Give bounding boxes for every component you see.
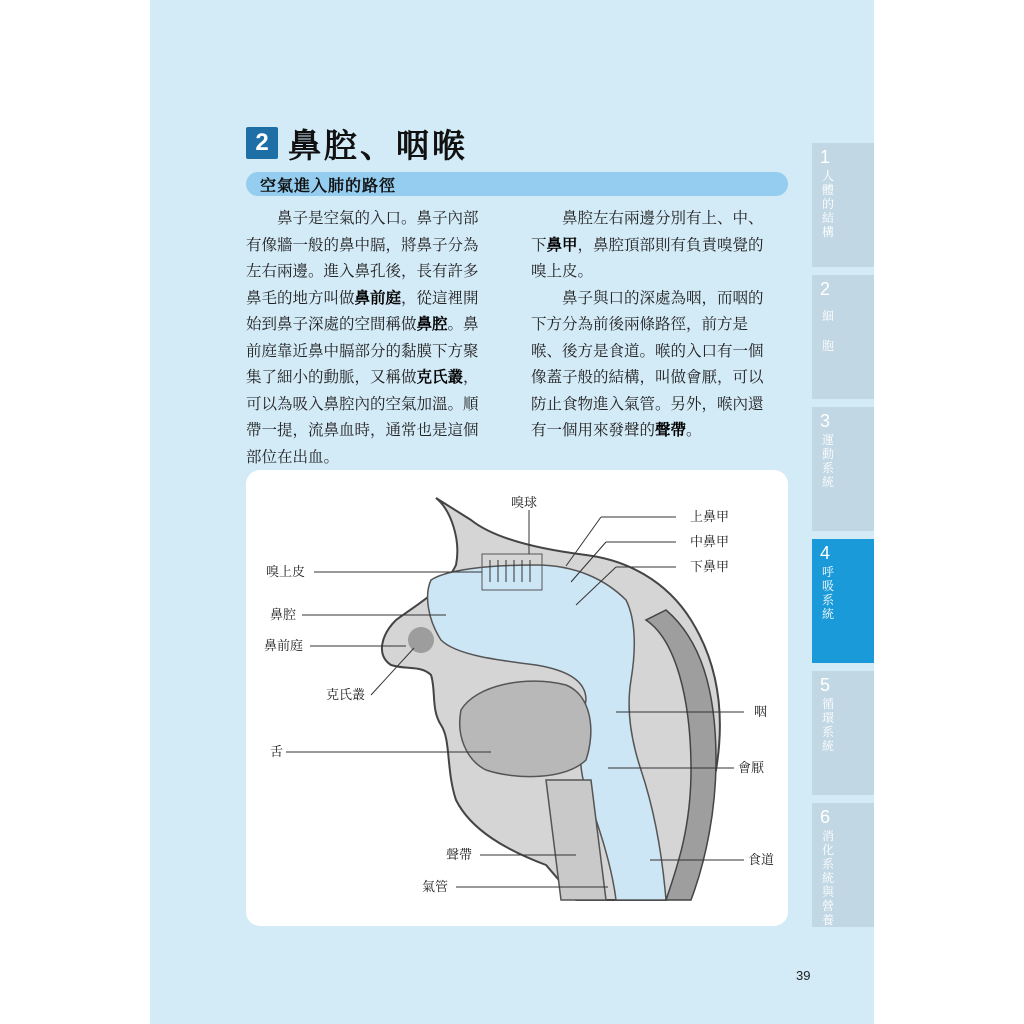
tab-number: 5 — [820, 675, 831, 695]
label-kiesselbach-plexus: 克氏叢 — [326, 688, 366, 703]
text-line — [246, 444, 506, 471]
text-line — [531, 258, 791, 285]
tab-label: 消化系統與營養 — [821, 829, 834, 927]
text-run: ，鼻腔頂部則有負責嗅覺的 — [577, 235, 764, 254]
text-run: 帶一提，流鼻血時，通常也是這個 — [246, 421, 479, 439]
tab-label: 呼吸系統 — [821, 565, 834, 621]
text-run: 有一個用來發聲的 — [531, 421, 656, 439]
text-line — [246, 311, 506, 338]
text-run: 前庭靠近鼻中膈部分的黏膜下方聚 — [246, 341, 479, 360]
label-nasal-cavity: 鼻腔 — [270, 608, 297, 623]
bold-term: 聲帶 — [655, 421, 687, 439]
text-line — [246, 205, 506, 232]
text-line — [246, 364, 506, 391]
section-number-badge: 2 — [246, 127, 278, 159]
text-run: 可以為吸入鼻腔內的空氣加溫。順 — [246, 394, 479, 413]
bold-term: 鼻腔 — [416, 315, 448, 333]
label-inferior-turbinate: 下鼻甲 — [690, 560, 730, 575]
page-number: 39 — [796, 968, 811, 983]
tab-number: 2 — [820, 279, 831, 299]
text-run: 鼻腔左右兩邊分別有上、中、 — [562, 209, 764, 227]
kiesselbach-plexus-dot — [408, 627, 434, 653]
text-run: 鼻子是空氣的入口。鼻子內部 — [277, 209, 479, 227]
chapter-tab-2[interactable] — [812, 275, 874, 399]
text-run: 喉、後方是食道。喉的入口有一個 — [531, 341, 764, 360]
tab-number: 6 — [820, 807, 831, 827]
text-run: 有像牆一般的鼻中膈，將鼻子分為 — [246, 235, 479, 254]
label-pharynx: 咽 — [754, 705, 768, 720]
chapter-tab-1[interactable] — [812, 143, 874, 267]
text-line — [246, 232, 506, 259]
label-olfactory-epithelium: 嗅上皮 — [266, 565, 306, 580]
tongue-shape — [460, 681, 591, 776]
nasal-cavity-pharynx-figure — [246, 470, 788, 926]
text-line — [531, 417, 791, 444]
section-title: 鼻腔、咽喉 — [288, 126, 468, 165]
tab-number: 1 — [820, 147, 831, 167]
text-run: 始到鼻子深處的空間稱做 — [246, 315, 417, 333]
label-middle-turbinate: 中鼻甲 — [690, 535, 730, 550]
bold-term: 克氏叢 — [416, 368, 464, 386]
text-line — [531, 391, 791, 418]
label-vocal-cords: 聲帶 — [446, 848, 473, 863]
chapter-tab-4-active[interactable] — [812, 539, 874, 663]
text-line — [531, 364, 791, 391]
text-line — [531, 232, 791, 259]
subsection-title: 空氣進入肺的路徑 — [260, 176, 397, 195]
bold-term: 鼻前庭 — [354, 288, 402, 307]
text-run: 鼻毛的地方叫做 — [246, 288, 355, 307]
text-line — [246, 338, 506, 365]
text-line — [246, 417, 506, 444]
tab-number: 3 — [820, 411, 831, 431]
text-run: 鼻子與口的深處為咽，而咽的 — [562, 288, 764, 307]
label-olfactory-bulb: 嗅球 — [510, 496, 538, 511]
tab-number: 4 — [820, 543, 831, 563]
label-superior-turbinate: 上鼻甲 — [690, 510, 730, 525]
text-line — [246, 285, 506, 312]
text-line — [531, 205, 791, 232]
chapter-tab-5[interactable] — [812, 671, 874, 795]
tab-label: 循環系統 — [821, 697, 834, 753]
label-nasal-vestibule: 鼻前庭 — [264, 639, 304, 654]
text-run: 部位在出血。 — [246, 447, 340, 466]
bold-term: 鼻甲 — [546, 235, 578, 254]
anatomy-diagram — [246, 470, 788, 926]
text-line — [531, 285, 791, 312]
tab-label: 人體的結構 — [821, 169, 834, 239]
text-run: 。 — [686, 421, 702, 439]
text-line — [531, 338, 791, 365]
text-run: 左右兩邊。進入鼻孔後，長有許多 — [246, 262, 479, 280]
text-run: ，從這裡開 — [401, 288, 479, 307]
tab-label: 細胞 — [821, 309, 834, 353]
text-run: 。鼻 — [447, 315, 479, 333]
text-run: 像蓋子般的結構，叫做會厭，可以 — [531, 368, 764, 386]
body-text-left-column — [246, 205, 506, 470]
chapter-tab-3[interactable] — [812, 407, 874, 531]
text-run: 嗅上皮。 — [531, 262, 594, 280]
chapter-tab-6[interactable] — [812, 803, 874, 927]
text-run: 集了細小的動脈，又稱做 — [246, 368, 417, 386]
text-run: ， — [463, 368, 479, 386]
label-trachea: 氣管 — [422, 880, 449, 895]
text-line — [531, 311, 791, 338]
text-run: 下 — [531, 235, 547, 254]
text-run: 防止食物進入氣管。另外，喉內還 — [531, 394, 764, 413]
label-esophagus: 食道 — [748, 853, 775, 868]
tab-label: 運動系統 — [821, 433, 834, 489]
text-run: 下方分為前後兩條路徑，前方是 — [531, 315, 749, 333]
text-line — [246, 258, 506, 285]
label-epiglottis: 會厭 — [738, 761, 765, 776]
body-text-right-column — [531, 205, 791, 444]
label-tongue: 舌 — [270, 745, 284, 760]
text-line — [246, 391, 506, 418]
